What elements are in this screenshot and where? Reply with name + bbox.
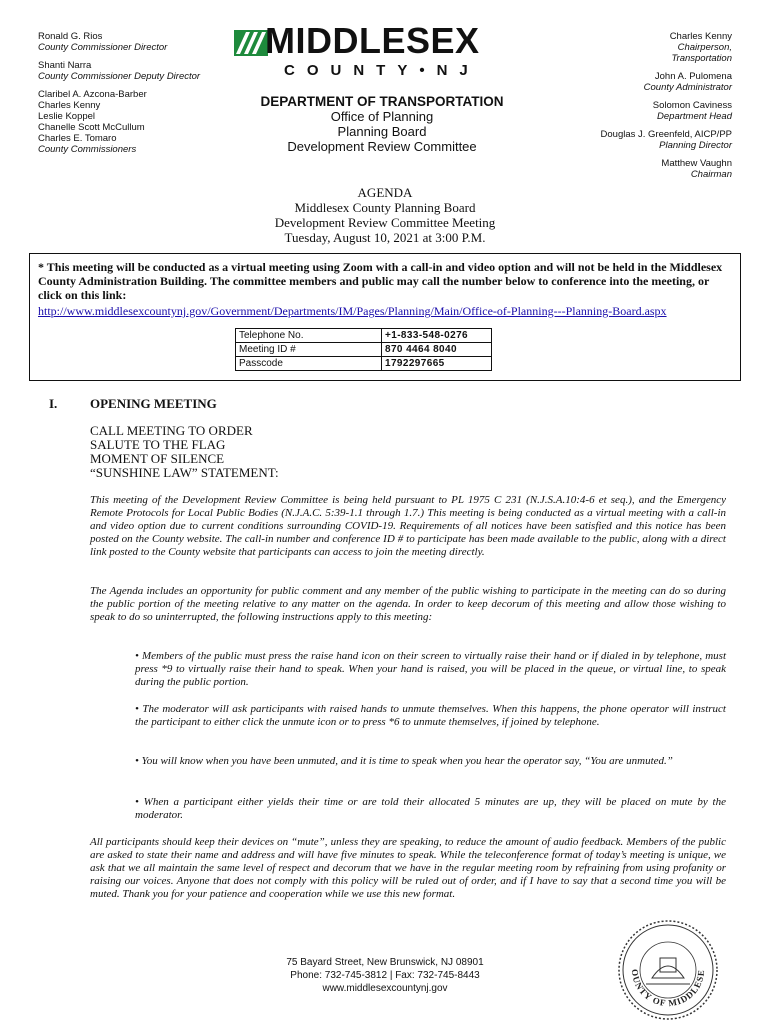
official-name: Douglas J. Greenfeld, AICP/PP [600,129,732,140]
official-name: Charles Kenny [38,100,101,111]
official-name: Charles E. Tomaro [38,133,117,144]
footer-line: 75 Bayard Street, New Brunswick, NJ 08901 [286,957,484,968]
opening-items [90,424,279,480]
official-title: County Commissioner Deputy Director [38,71,201,82]
official-title: County Commissioner Director [38,42,168,53]
conference-info-table [235,328,492,371]
official-title: Department Head [657,111,732,122]
official-name: Leslie Koppel [38,111,96,122]
table-row [236,329,492,343]
list-item: SALUTE TO THE FLAG [90,437,226,452]
footer-line: Phone: 732-745-3812 | Fax: 732-745-8443 [290,970,480,981]
official-commissioners [38,89,238,155]
logo-stripes-icon [234,28,268,56]
table-label: Passcode [236,357,382,371]
department-line: Development Review Committee [287,139,477,154]
official-title: County Commissioners [38,144,137,155]
public-comment-paragraph: The Agenda includes an opportunity for public comment and any member of the public wishing to participate in the meeting can do so during the public portion of the meeting relative to any matter on the agenda. In order to keep decorum of this meeting and allow those wishing to speak to do so uninterrupted, the following instructions apply to this meeting: [90,585,726,623]
official-director [38,31,238,53]
planning-board-link[interactable]: http://www.middlesexcountynj.gov/Government/Departments/IM/Pages/Planning/Main/Office-of-Planning---Planning-Board.aspx [38,304,667,318]
seal-icon [616,918,720,1022]
department-block [232,94,532,154]
official-planning-director [532,129,732,151]
table-row [236,343,492,357]
footer-address [235,956,535,995]
telephone-number: +1-833-548-0276 [382,329,492,343]
sunshine-law-statement: This meeting of the Development Review Committee is being held pursuant to PL 1975 C 231 (N.J.S.A.10:4-6 et seq.), and the Emergency Remote Protocols for Local Public Bodies (N.J.A.C. 5:39-1.1 through 1.7.) This meeting is being conducted as a virtual meeting with a call-in and video option due to current conditions surrounding COVID-19. Requirements of all notices have been satisfied and this notice has been posted on the County website. The call-in number and conference ID # to participate has been made available to the public, along with a direct link posted to the County website that participants can access to join the meeting directly. [90,494,726,558]
instruction-bullet: • You will know when you have been unmuted, and it is time to speak when you hear the operator say, “You are unmuted.” [135,755,673,767]
section-title: OPENING MEETING [90,396,217,411]
official-title: Chairman [690,169,732,180]
official-chairperson [532,31,732,64]
svg-text:COUNTY OF MIDDLESEX [616,918,706,1008]
left-officials [38,31,238,162]
passcode: 1792297665 [382,357,492,371]
list-item: “SUNSHINE LAW” STATEMENT: [90,465,279,480]
table-row [236,357,492,371]
official-department-head [532,100,732,122]
agenda-header [190,185,580,245]
participant-conduct-paragraph: All participants should keep their devices on “mute”, unless they are speaking, to reduce the amount of audio feedback. Members of the public are asked to state their name and address and will have five minutes to speak. While the teleconference format of today’s meeting is unique, we ask that we all maintain the same level of respect and decorum that we have in the regular meeting room by refraining from using profanity or raising our voices. Anyone that does not comply with this policy will be ruled out of order, and if I have to say that a second time you will be muted. Thank you for your patience and cooperation while we use this new format. [90,836,726,900]
logo-wordmark: MIDDLESEX [265,20,480,61]
official-name: Charles Kenny [669,31,732,42]
notice-text: * This meeting will be conducted as a virtual meeting using Zoom with a call-in and video option and will not be held in the Middlesex County Administration Building. The committee members and public may call the number below to conference into the meeting, or click on this link: [38,260,723,302]
official-name: Claribel A. Azcona-Barber [38,89,147,100]
official-chairman [532,158,732,180]
agenda-title: AGENDA [357,185,413,200]
agenda-line: Development Review Committee Meeting [274,215,496,230]
footer-line: www.middlesexcountynj.gov [322,983,448,994]
section-number: I. [49,396,58,411]
official-title: Chairperson, [677,42,732,53]
official-name: John A. Pulomena [654,71,732,82]
official-title: County Administrator [643,82,732,93]
agenda-date: Tuesday, August 10, 2021 at 3:00 P.M. [284,230,486,245]
instruction-bullet: • The moderator will ask participants with raised hands to unmute themselves. When this happens, the phone operator will instruct the participant to either click the unmute icon or to press *6 to unmute themselves, if joined by telephone. [135,703,726,728]
logo-subtitle: COUNTY•NJ [284,62,480,79]
instruction-bullet: • When a participant either yields their time or are told their allocated 5 minutes are up, they will be placed on mute by the moderator. [135,796,726,821]
right-officials [532,31,732,187]
official-name: Chanelle Scott McCullum [38,122,145,133]
official-deputy [38,60,238,82]
list-item: MOMENT OF SILENCE [90,451,225,466]
official-administrator [532,71,732,93]
official-name: Ronald G. Rios [38,31,103,42]
official-title: Transportation [671,53,732,64]
instruction-bullet: • Members of the public must press the raise hand icon on their screen to virtually raise their hand or if dialed in by telephone, must press *9 to virtually raise their hand to speak. When your hand is raised, you will be placed in the queue, or virtual line, to speak during the public portion. [135,650,726,688]
official-name: Matthew Vaughn [661,158,732,169]
list-item: CALL MEETING TO ORDER [90,423,253,438]
official-title: Planning Director [659,140,732,151]
official-name: Shanti Narra [38,60,92,71]
virtual-meeting-notice [29,253,741,381]
county-seal [616,918,720,1022]
meeting-id: 870 4464 8040 [382,343,492,357]
department-line: Planning Board [337,124,427,139]
department-name: DEPARTMENT OF TRANSPORTATION [260,94,504,109]
table-label: Telephone No. [236,329,382,343]
department-line: Office of Planning [330,109,434,124]
county-logo [232,20,532,88]
table-label: Meeting ID # [236,343,382,357]
agenda-line: Middlesex County Planning Board [294,200,476,215]
seal-text: OUNTY OF MIDDLESE [629,968,707,1009]
official-name: Solomon Caviness [652,100,732,111]
